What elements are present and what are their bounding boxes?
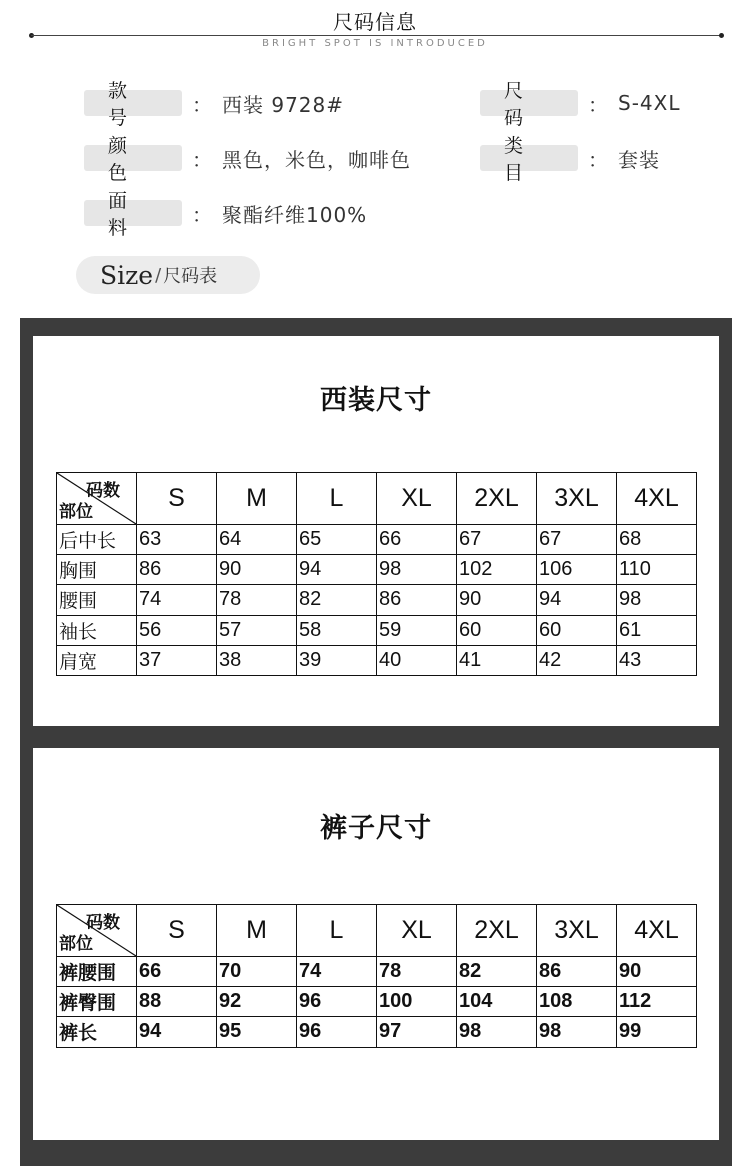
table-cell: 57: [217, 615, 297, 645]
size-word: Size: [100, 260, 154, 290]
table-cell: 60: [537, 615, 617, 645]
column-header: 2XL: [457, 905, 537, 957]
table-cell: 37: [137, 645, 217, 675]
info-fabric: [84, 190, 368, 239]
fabric-label: 面料: [84, 200, 182, 226]
table-cell: 67: [537, 525, 617, 555]
row-label: 肩宽: [57, 645, 137, 675]
title-divider: [31, 35, 723, 36]
table-cell: 60: [457, 615, 537, 645]
column-header: M: [217, 905, 297, 957]
table-cell: 94: [537, 585, 617, 615]
size-value: S-4XL: [618, 91, 681, 115]
column-header: XL: [377, 473, 457, 525]
table-cell: 104: [457, 987, 537, 1017]
info-model: [84, 80, 345, 129]
table-cell: 86: [377, 585, 457, 615]
pants-table-title: 裤子尺寸: [320, 813, 432, 844]
table-cell: 94: [137, 1017, 217, 1047]
table-row: [57, 555, 697, 585]
table-cell: 92: [217, 987, 297, 1017]
color-label: 颜色: [84, 145, 182, 171]
size-chart-badge: [76, 256, 260, 294]
info-category: [480, 135, 660, 184]
corner-size-label: 码数: [86, 913, 120, 933]
table-cell: 98: [457, 1017, 537, 1047]
column-header: 3XL: [537, 473, 617, 525]
row-label: 裤长: [57, 1017, 137, 1047]
jacket-size-table: [56, 472, 697, 676]
table-cell: 39: [297, 645, 377, 675]
size-slash: /: [155, 264, 162, 286]
table-cell: 98: [617, 585, 697, 615]
table-cell: 106: [537, 555, 617, 585]
table-corner-cell: [57, 473, 137, 525]
fabric-value: 聚酯纤维100%: [222, 202, 368, 227]
table-cell: 70: [217, 957, 297, 987]
column-header: 3XL: [537, 905, 617, 957]
category-label: 类目: [480, 145, 578, 171]
table-cell: 58: [297, 615, 377, 645]
table-cell: 94: [297, 555, 377, 585]
table-cell: 59: [377, 615, 457, 645]
table-cell: 66: [137, 957, 217, 987]
table-cell: 90: [617, 957, 697, 987]
jacket-panel-frame: [20, 318, 732, 748]
table-row: [57, 645, 697, 675]
table-cell: 112: [617, 987, 697, 1017]
column-header: 2XL: [457, 473, 537, 525]
table-cell: 90: [217, 555, 297, 585]
size-label: 尺码: [480, 90, 578, 116]
table-row: [57, 525, 697, 555]
table-cell: 97: [377, 1017, 457, 1047]
column-header: L: [297, 905, 377, 957]
table-cell: 82: [457, 957, 537, 987]
table-cell: 74: [137, 585, 217, 615]
table-cell: 66: [377, 525, 457, 555]
jacket-table-title: 西装尺寸: [320, 385, 432, 416]
category-value: 套装: [618, 147, 660, 172]
column-header: L: [297, 473, 377, 525]
table-row: [57, 987, 697, 1017]
row-label: 腰围: [57, 585, 137, 615]
column-header: M: [217, 473, 297, 525]
table-row: [57, 957, 697, 987]
pants-size-table: [56, 904, 697, 1048]
table-cell: 64: [217, 525, 297, 555]
colon: ：: [588, 147, 608, 172]
table-cell: 78: [377, 957, 457, 987]
page-title: 尺码信息: [333, 10, 417, 34]
corner-part-label: 部位: [59, 934, 93, 954]
table-cell: 65: [297, 525, 377, 555]
table-cell: 78: [217, 585, 297, 615]
row-label: 胸围: [57, 555, 137, 585]
table-row: [57, 1017, 697, 1047]
table-header-row: [57, 905, 697, 957]
table-row: [57, 585, 697, 615]
table-cell: 98: [537, 1017, 617, 1047]
column-header: S: [137, 905, 217, 957]
table-row: [57, 615, 697, 645]
table-cell: 82: [297, 585, 377, 615]
column-header: S: [137, 473, 217, 525]
table-cell: 74: [297, 957, 377, 987]
table-cell: 86: [537, 957, 617, 987]
row-label: 裤腰围: [57, 957, 137, 987]
table-cell: 63: [137, 525, 217, 555]
jacket-panel: [33, 336, 719, 726]
table-cell: 56: [137, 615, 217, 645]
table-cell: 102: [457, 555, 537, 585]
pants-panel: [33, 748, 719, 1140]
table-cell: 95: [217, 1017, 297, 1047]
color-value: 黑色，米色，咖啡色: [222, 147, 411, 172]
column-header: XL: [377, 905, 457, 957]
table-cell: 98: [377, 555, 457, 585]
colon: ：: [192, 202, 212, 227]
table-cell: 61: [617, 615, 697, 645]
colon: ：: [192, 92, 212, 117]
table-cell: 38: [217, 645, 297, 675]
corner-size-label: 码数: [86, 481, 120, 501]
table-cell: 100: [377, 987, 457, 1017]
colon: ：: [588, 92, 608, 117]
table-cell: 86: [137, 555, 217, 585]
table-cell: 99: [617, 1017, 697, 1047]
table-cell: 96: [297, 1017, 377, 1047]
table-cell: 41: [457, 645, 537, 675]
size-chart-label: 尺码表: [163, 266, 218, 287]
table-cell: 96: [297, 987, 377, 1017]
info-color: [84, 135, 411, 184]
pants-panel-frame: [20, 748, 732, 1166]
column-header: 4XL: [617, 905, 697, 957]
table-corner-cell: [57, 905, 137, 957]
table-cell: 42: [537, 645, 617, 675]
row-label: 后中长: [57, 525, 137, 555]
table-cell: 40: [377, 645, 457, 675]
table-cell: 110: [617, 555, 697, 585]
table-cell: 67: [457, 525, 537, 555]
corner-part-label: 部位: [59, 502, 93, 522]
model-value: 西装 9728#: [222, 92, 345, 117]
page-subtitle: BRIGHT SPOT IS INTRODUCED: [262, 38, 488, 49]
model-label: 款号: [84, 90, 182, 116]
info-size: [480, 80, 681, 129]
colon: ：: [192, 147, 212, 172]
row-label: 袖长: [57, 615, 137, 645]
table-cell: 43: [617, 645, 697, 675]
table-cell: 88: [137, 987, 217, 1017]
table-cell: 68: [617, 525, 697, 555]
table-cell: 108: [537, 987, 617, 1017]
row-label: 裤臀围: [57, 987, 137, 1017]
column-header: 4XL: [617, 473, 697, 525]
table-header-row: [57, 473, 697, 525]
table-cell: 90: [457, 585, 537, 615]
